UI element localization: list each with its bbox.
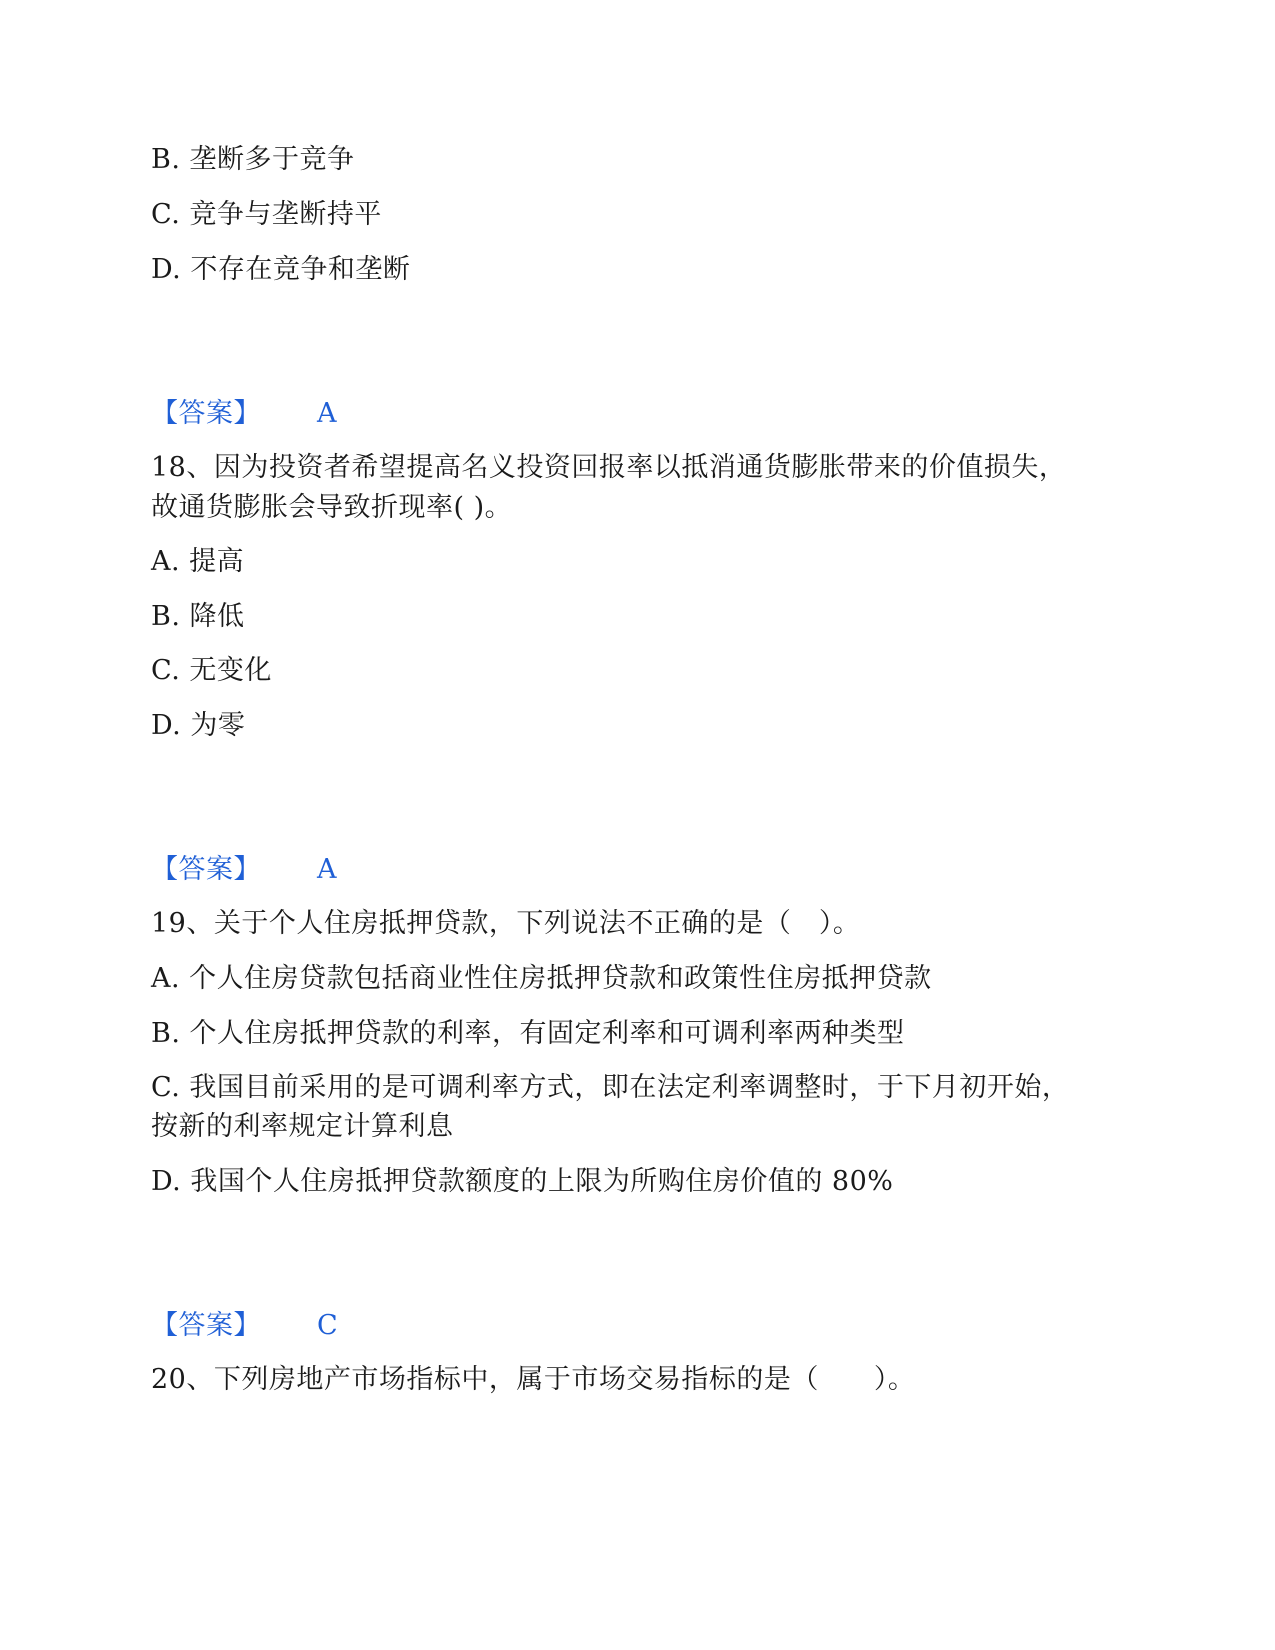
- q19-option-a: A. 个人住房贷款包括商业性住房抵押贷款和政策性住房抵押贷款: [151, 963, 932, 994]
- q17-option-b: B. 垄断多于竞争: [151, 144, 355, 175]
- q20-stem: 20、下列房地产市场指标中，属于市场交易指标的是（ ）。: [151, 1364, 916, 1395]
- q17-option-d: D. 不存在竞争和垄断: [151, 254, 411, 285]
- answer-label: 【答案】: [151, 854, 261, 885]
- q19-option-c-line-2: 按新的利率规定计算利息: [151, 1111, 454, 1142]
- q19-answer: [151, 1307, 1131, 1345]
- q17-option-c: C. 竞争与垄断持平: [151, 199, 382, 230]
- q19-option-c-line-1: C. 我国目前采用的是可调利率方式，即在法定利率调整时，于下月初开始，: [151, 1072, 1070, 1103]
- q19-option-d: D. 我国个人住房抵押贷款额度的上限为所购住房价值的 80%: [151, 1166, 894, 1197]
- q18-stem-line-1: 18、因为投资者希望提高名义投资回报率以抵消通货膨胀带来的价值损失，: [151, 452, 1067, 483]
- q18-answer: [151, 851, 1131, 889]
- q18-option-d: D. 为零: [151, 710, 246, 741]
- answer-value: A: [317, 398, 337, 429]
- q19-option-b: B. 个人住房抵押贷款的利率，有固定利率和可调利率两种类型: [151, 1018, 905, 1049]
- answer-value: C: [317, 1310, 339, 1341]
- answer-label: 【答案】: [151, 398, 261, 429]
- q18-stem-line-2: 故通货膨胀会导致折现率( )。: [151, 492, 513, 523]
- q18-option-b: B. 降低: [151, 601, 245, 632]
- q18-option-c: C. 无变化: [151, 655, 272, 686]
- q17-answer: [151, 395, 1131, 433]
- answer-value: A: [317, 854, 337, 885]
- q18-option-a: A. 提高: [151, 546, 245, 577]
- answer-label: 【答案】: [151, 1310, 261, 1341]
- q19-stem: 19、关于个人住房抵押贷款，下列说法不正确的是（ ）。: [151, 908, 861, 939]
